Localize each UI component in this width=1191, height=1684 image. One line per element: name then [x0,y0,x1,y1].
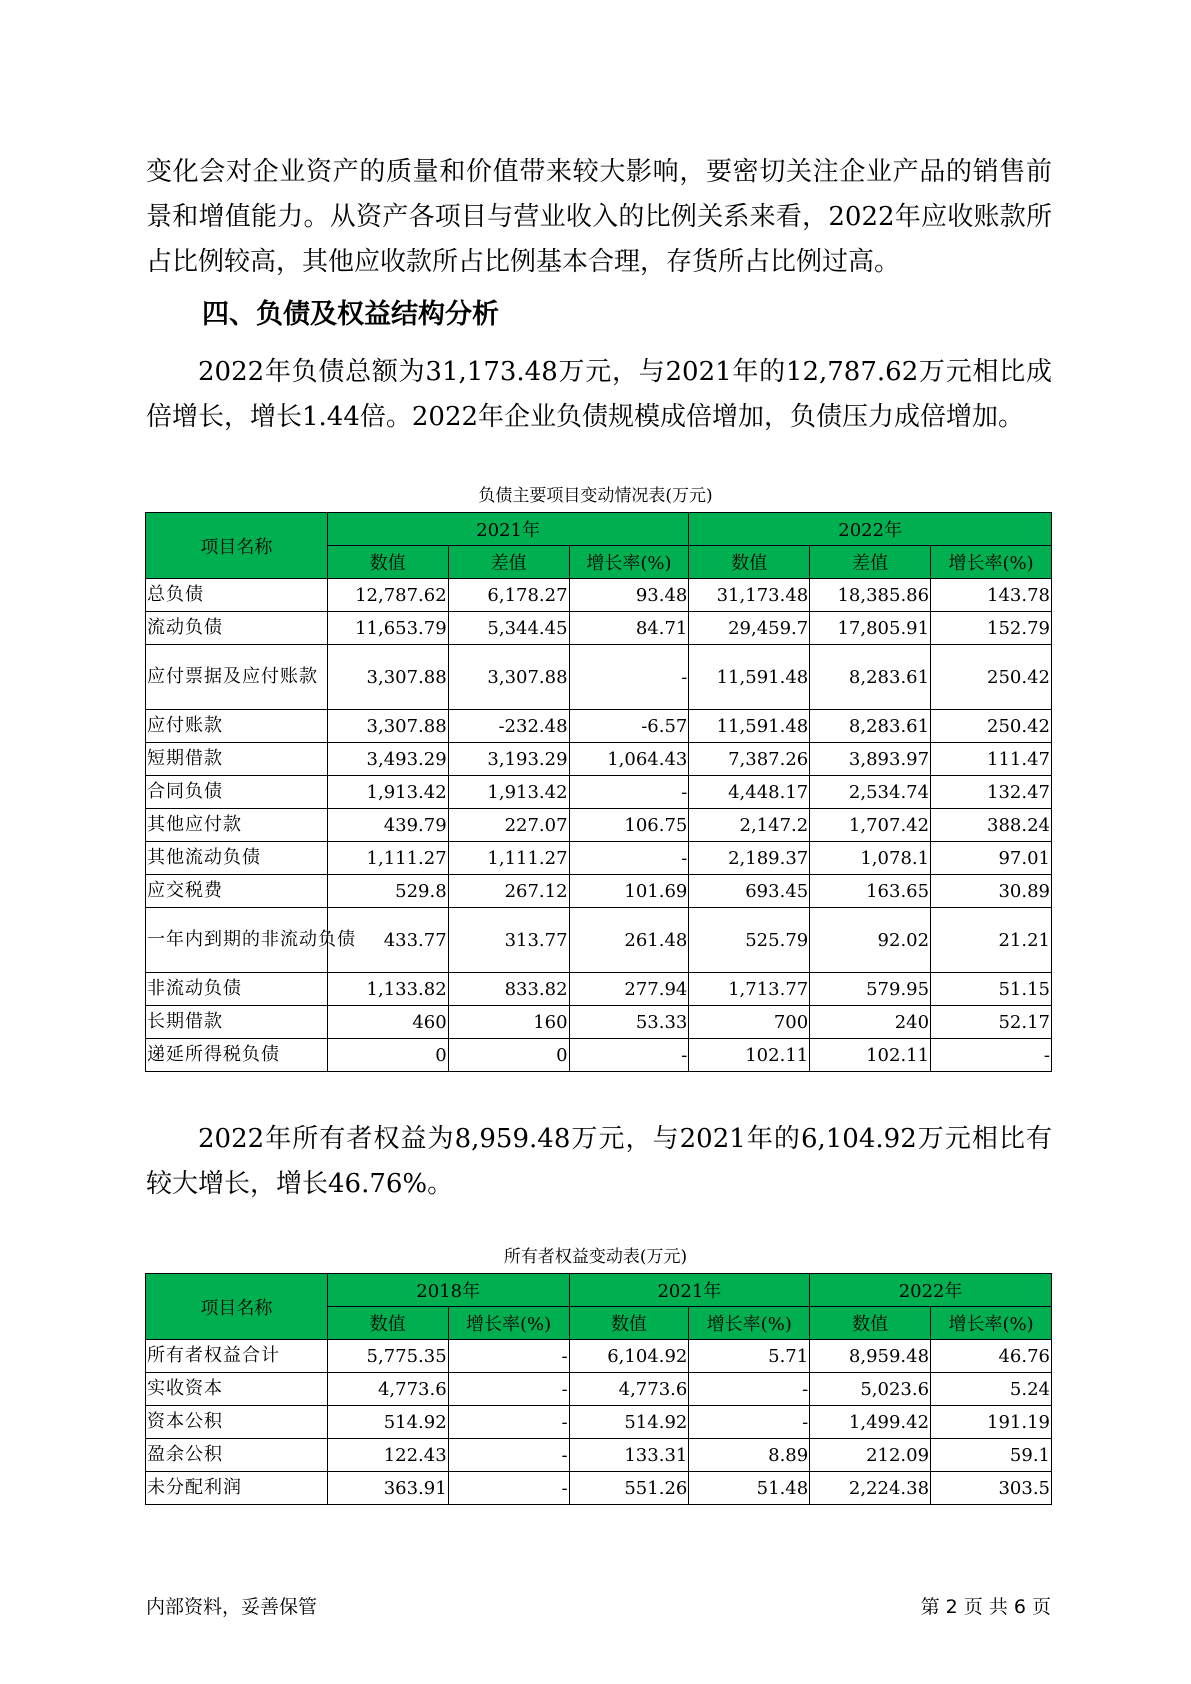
value-cell: 1,111.27 [448,842,569,875]
value-cell: 212.09 [810,1439,931,1472]
value-header: 数值 [327,546,448,579]
value-cell: 160 [448,1006,569,1039]
equity-summary-paragraph: 2022年所有者权益为8,959.48万元，与2021年的6,104.92万元相比有较大增长，增长46.76%。 [146,1124,1052,1199]
value-cell: 143.78 [931,579,1052,612]
value-cell: 4,773.6 [569,1373,689,1406]
value-cell: 388.24 [931,809,1052,842]
value-cell: 1,133.82 [327,973,448,1006]
rate-header: 增长率(%) [931,546,1052,579]
row-name-cell: 资本公积 [146,1406,328,1439]
table-row [146,908,1052,973]
rate-header: 增长率(%) [569,546,689,579]
value-cell: 313.77 [448,908,569,973]
value-cell: -232.48 [448,710,569,743]
year-2021-header: 2021年 [327,513,689,546]
value-cell: 693.45 [689,875,810,908]
value-cell: 51.48 [689,1472,810,1505]
value-cell: 2,189.37 [689,842,810,875]
value-cell: - [448,1439,569,1472]
value-cell: 5.71 [689,1340,810,1373]
table-row [146,875,1052,908]
value-cell: 59.1 [931,1439,1052,1472]
value-cell: 3,307.88 [448,645,569,710]
row-name-cell: 未分配利润 [146,1472,328,1505]
value-cell: 11,653.79 [327,612,448,645]
value-cell: 1,064.43 [569,743,689,776]
liability-table-caption: 负债主要项目变动情况表(万元) [478,486,713,506]
table-row [146,1340,1052,1373]
value-cell: 250.42 [931,645,1052,710]
value-cell: 6,104.92 [569,1340,689,1373]
value-cell: 111.47 [931,743,1052,776]
equity-table-body [146,1340,1052,1505]
row-name-cell: 应付票据及应付账款 [146,645,328,710]
table-row [146,776,1052,809]
equity-table [145,1273,1052,1505]
row-name-cell: 盈余公积 [146,1439,328,1472]
value-cell: 8,959.48 [810,1340,931,1373]
value-cell: - [569,645,689,710]
value-cell: 8,283.61 [810,710,931,743]
table-row [146,743,1052,776]
row-name-cell: 短期借款 [146,743,328,776]
value-cell: 514.92 [569,1406,689,1439]
value-cell: 3,893.97 [810,743,931,776]
year-2022-header: 2022年 [810,1274,1052,1307]
liability-table-body [146,579,1052,1072]
value-cell: 227.07 [448,809,569,842]
value-cell: 3,307.88 [327,645,448,710]
value-cell: - [569,1039,689,1072]
value-cell: 2,534.74 [810,776,931,809]
table-row [146,1039,1052,1072]
table-row [146,645,1052,710]
value-cell: 514.92 [327,1406,448,1439]
table-row [146,809,1052,842]
value-cell: 277.94 [569,973,689,1006]
value-cell: 5.24 [931,1373,1052,1406]
value-cell: - [689,1406,810,1439]
value-cell: - [448,1340,569,1373]
value-cell: 0 [448,1039,569,1072]
table-row [146,1472,1052,1505]
row-name-cell: 应交税费 [146,875,328,908]
value-cell: 4,773.6 [327,1373,448,1406]
row-name-cell: 非流动负债 [146,973,328,1006]
value-cell: 18,385.86 [810,579,931,612]
value-cell: 363.91 [327,1472,448,1505]
row-name-cell: 其他流动负债 [146,842,328,875]
liability-summary-paragraph: 2022年负债总额为31,173.48万元，与2021年的12,787.62万元相比成倍增长，增长1.44倍。2022年企业负债规模成倍增加，负债压力成倍增加。 [146,357,1052,432]
value-cell: 53.33 [569,1006,689,1039]
value-cell: 1,078.1 [810,842,931,875]
value-cell: 1,913.42 [448,776,569,809]
value-cell: 46.76 [931,1340,1052,1373]
diff-header: 差值 [810,546,931,579]
value-cell: 267.12 [448,875,569,908]
value-cell: -6.57 [569,710,689,743]
value-cell: 5,023.6 [810,1373,931,1406]
footer-page-number: 第 2 页 共 6 页 [920,1596,1051,1618]
rate-header: 增长率(%) [448,1307,569,1340]
rate-header: 增长率(%) [689,1307,810,1340]
diff-header: 差值 [448,546,569,579]
value-cell: 84.71 [569,612,689,645]
value-cell: 700 [689,1006,810,1039]
value-cell: 551.26 [569,1472,689,1505]
value-cell: 3,307.88 [327,710,448,743]
row-name-cell: 合同负债 [146,776,328,809]
value-cell: 92.02 [810,908,931,973]
value-cell: 3,493.29 [327,743,448,776]
row-name-cell: 递延所得税负债 [146,1039,328,1072]
value-cell: 163.65 [810,875,931,908]
value-cell: 460 [327,1006,448,1039]
table-row [146,1006,1052,1039]
value-cell: 102.11 [810,1039,931,1072]
value-cell: - [569,842,689,875]
value-cell: 1,913.42 [327,776,448,809]
row-name-cell: 应付账款 [146,710,328,743]
item-name-header: 项目名称 [146,513,328,579]
footer-confidential-note: 内部资料，妥善保管 [146,1596,318,1618]
item-name-header: 项目名称 [146,1274,328,1340]
row-name-cell: 总负债 [146,579,328,612]
table-row [146,579,1052,612]
value-cell: 11,591.48 [689,710,810,743]
rate-header: 增长率(%) [931,1307,1052,1340]
value-cell: 8.89 [689,1439,810,1472]
value-cell: 21.21 [931,908,1052,973]
value-cell: 29,459.7 [689,612,810,645]
year-2018-header: 2018年 [327,1274,569,1307]
table-row [146,842,1052,875]
row-name-cell: 流动负债 [146,612,328,645]
value-cell: 5,775.35 [327,1340,448,1373]
value-cell: 250.42 [931,710,1052,743]
value-cell: 240 [810,1006,931,1039]
table-row [146,1373,1052,1406]
value-cell: - [448,1406,569,1439]
value-cell: 8,283.61 [810,645,931,710]
value-cell: 191.19 [931,1406,1052,1439]
equity-table-caption: 所有者权益变动表(万元) [503,1247,688,1267]
value-header: 数值 [689,546,810,579]
value-cell: 1,713.77 [689,973,810,1006]
value-cell: 106.75 [569,809,689,842]
liability-table [145,512,1052,1072]
value-cell: 1,111.27 [327,842,448,875]
table-row [146,710,1052,743]
value-cell: 7,387.26 [689,743,810,776]
value-cell: 3,193.29 [448,743,569,776]
table-row [146,973,1052,1006]
value-cell: 93.48 [569,579,689,612]
value-cell: 132.47 [931,776,1052,809]
value-cell: 6,178.27 [448,579,569,612]
value-cell: 122.43 [327,1439,448,1472]
row-name-cell: 一年内到期的非流动负债 [146,908,328,973]
value-cell: 97.01 [931,842,1052,875]
table-row [146,1406,1052,1439]
value-cell: 261.48 [569,908,689,973]
year-2021-header: 2021年 [569,1274,810,1307]
value-cell: 11,591.48 [689,645,810,710]
value-cell: 529.8 [327,875,448,908]
value-cell: 101.69 [569,875,689,908]
table-row [146,612,1052,645]
value-cell: - [931,1039,1052,1072]
value-cell: 5,344.45 [448,612,569,645]
value-cell: 0 [327,1039,448,1072]
row-name-cell: 其他应付款 [146,809,328,842]
value-cell: 17,805.91 [810,612,931,645]
value-cell: 303.5 [931,1472,1052,1505]
value-header: 数值 [327,1307,448,1340]
value-cell: 4,448.17 [689,776,810,809]
value-cell: 152.79 [931,612,1052,645]
value-cell: 52.17 [931,1006,1052,1039]
value-cell: 31,173.48 [689,579,810,612]
value-cell: 102.11 [689,1039,810,1072]
row-name-cell: 长期借款 [146,1006,328,1039]
value-cell: - [448,1472,569,1505]
value-cell: 12,787.62 [327,579,448,612]
value-cell: 2,147.2 [689,809,810,842]
value-cell: 833.82 [448,973,569,1006]
value-cell: - [448,1373,569,1406]
value-cell: 1,707.42 [810,809,931,842]
value-cell: 2,224.38 [810,1472,931,1505]
section-heading: 四、负债及权益结构分析 [202,299,499,330]
value-cell: 579.95 [810,973,931,1006]
value-cell: 433.77 [327,908,448,973]
value-cell: - [569,776,689,809]
intro-paragraph: 变化会对企业资产的质量和价值带来较大影响，要密切关注企业产品的销售前景和增值能力。从资产各项目与营业收入的比例关系来看，2022年应收账款所占比例较高，其他应收款所占比例基本合理，存货所占比例过高。 [146,157,1052,277]
value-cell: - [689,1373,810,1406]
value-cell: 439.79 [327,809,448,842]
row-name-cell: 所有者权益合计 [146,1340,328,1373]
table-row [146,1439,1052,1472]
row-name-cell: 实收资本 [146,1373,328,1406]
value-header: 数值 [569,1307,689,1340]
value-header: 数值 [810,1307,931,1340]
value-cell: 51.15 [931,973,1052,1006]
value-cell: 1,499.42 [810,1406,931,1439]
value-cell: 525.79 [689,908,810,973]
year-2022-header: 2022年 [689,513,1052,546]
value-cell: 133.31 [569,1439,689,1472]
value-cell: 30.89 [931,875,1052,908]
